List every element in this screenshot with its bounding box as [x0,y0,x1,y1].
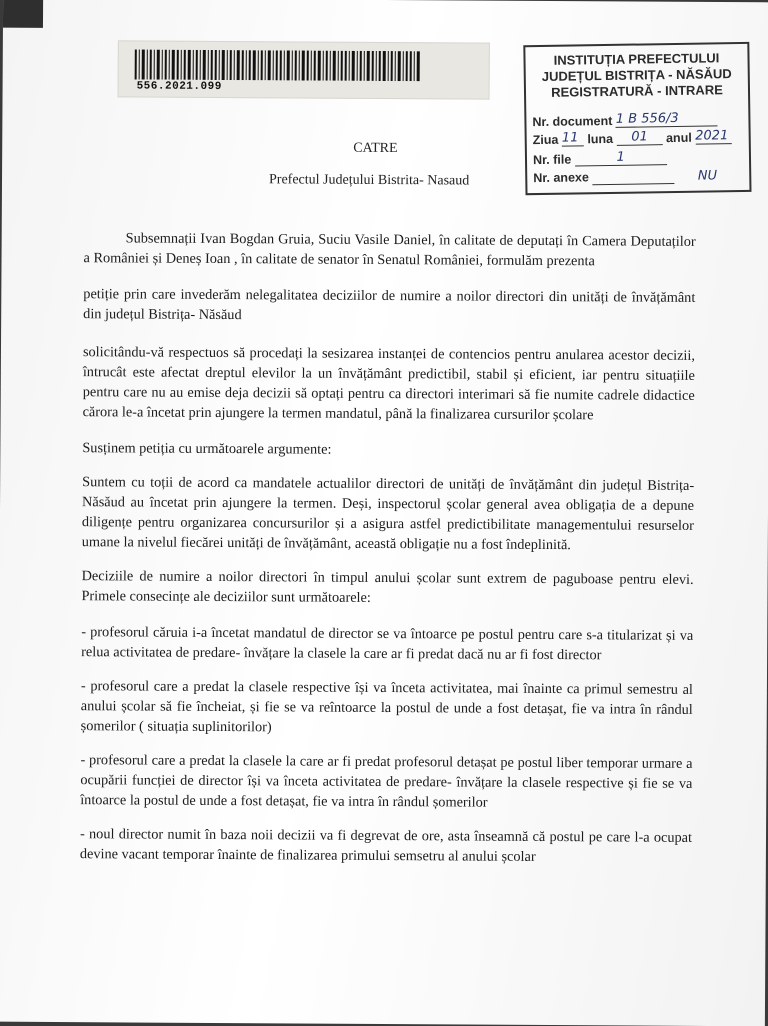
list-item: - profesorul care a predat la clasele la care ar fi predat profesorul detașat pe postul liber temporar urmare a ocupării funcției de director își va înceta activitatea de predare- învățare la clasele respective și fie se va întoarce la postul de unde a fost detașat, fie va intra în rândul șomerilor [80,752,693,811]
barcode-number: 556.2021.099 [136,80,222,94]
stamp-files-value: 1 [616,149,625,165]
stamp-row-annex [533,168,717,186]
document-body [80,228,696,868]
paragraph-petition: petiție prin care invederăm nelegalitatea deciziilor de numire a noilor directori din unități de învățământ din județul Bistrița- Năsăud [83,286,696,324]
stamp-row-date [533,128,732,147]
stamp-annex-value: NU [697,168,718,184]
document-title: CATRE [353,140,398,157]
stamp-header [525,50,748,101]
stamp-year-label: anul [665,130,692,146]
stamp-month-value: 01 [631,129,648,145]
stamp-day-value: 11 [561,130,579,146]
paragraph-argument-1: Suntem cu toții de acord ca mandatele actualilor directori de unități de învățământ din județul Bistrița- Năsăud au încetat prin ajungere la termen. Deși, inspectorul școlar general avea obligația de a depune diligențe pentru organizarea concursurilor și a asigura astfel predictibilitate managementului resurselor umane la nivelul fiecărei unități de învățământ, această obligație nu a fost îndeplinită. [81,474,695,554]
paragraph-argument-2: Deciziile de numire a noilor directori în timpul anului școlar sunt extrem de paguboase pentru elevi. Primele consecințe ale deciziilor sunt următoarele: [81,568,694,606]
stamp-header-line: JUDEȚUL BISTRIȚA - NĂSĂUD [541,66,732,84]
stamp-row-document [532,110,718,129]
scanner-shadow [3,0,43,28]
stamp-header-line: INSTITUȚIA PREFECTULUI [553,50,720,68]
stamp-doc-value: 1 B 556/3 [615,110,679,127]
list-item: - profesorul care a predat la clasele respective își va înceta activitatea, mai înainte ca primul semestru al anului școlar să fie încheiat, și fie se va reîntoarce la postul de unde a fost detașat, fie va intra în rândul șomerilor ( situația suplinitorilor) [80,678,693,736]
document-addressee: Prefectul Județului Bistrita- Nasaud [268,172,470,189]
stamp-month-label: luna [587,131,614,147]
paragraph-intro: Subsemnații Ivan Bogdan Gruia, Suciu Vasile Daniel, în calitate de deputați în Camera Deputaților a României și Deneș Ioan , în calitate de senator în Senatul României, formulăm prezenta [83,230,696,270]
stamp-row-files [533,149,667,167]
paragraph-arguments-heading: Susținem petiția cu următoarele argumente: [82,440,332,458]
stamp-year-value: 2021 [695,128,729,144]
list-item: - profesorul căruia i-a încetat mandatul de director se va întoarce pe postul pentru care s-a titularizat și va relua activitatea de predare- învățare la clasele la care ar fi predat dacă nu ar fi fost director [81,624,694,664]
stamp-doc-label: Nr. document [532,113,613,130]
list-item: - noul director numit în baza noii decizii va fi degrevat de ore, asta înseamnă că postul pe care l-a ocupat devine vacant temporar înainte de finalizarea primului semsetru al anului școlar [79,826,693,865]
registration-stamp [523,42,751,195]
stamp-header-line: REGISTRATURĂ - INTRARE [551,82,723,100]
stamp-day-label: Ziua [532,132,559,148]
barcode-label [118,40,490,99]
barcode-icon [133,49,423,81]
stamp-files-label: Nr. file [532,152,572,168]
paragraph-request: solicitându-vă respectuos să procedați la sesizarea instanței de contencios pentru anularea acestor decizii, întrucât este afectat dreptul elevilor la un învățământ predictibil, stabil și eficient, iar pentru situațiile pentru care nu au emise deja decizii să optați pentru ca directori interimari să fie numite cadrele didactice cărora le-a încetat prin ajungere la termen mandatul, până la finalizarea cursurilor școlare [82,344,696,424]
stamp-annex-label: Nr. anexe [533,170,589,186]
